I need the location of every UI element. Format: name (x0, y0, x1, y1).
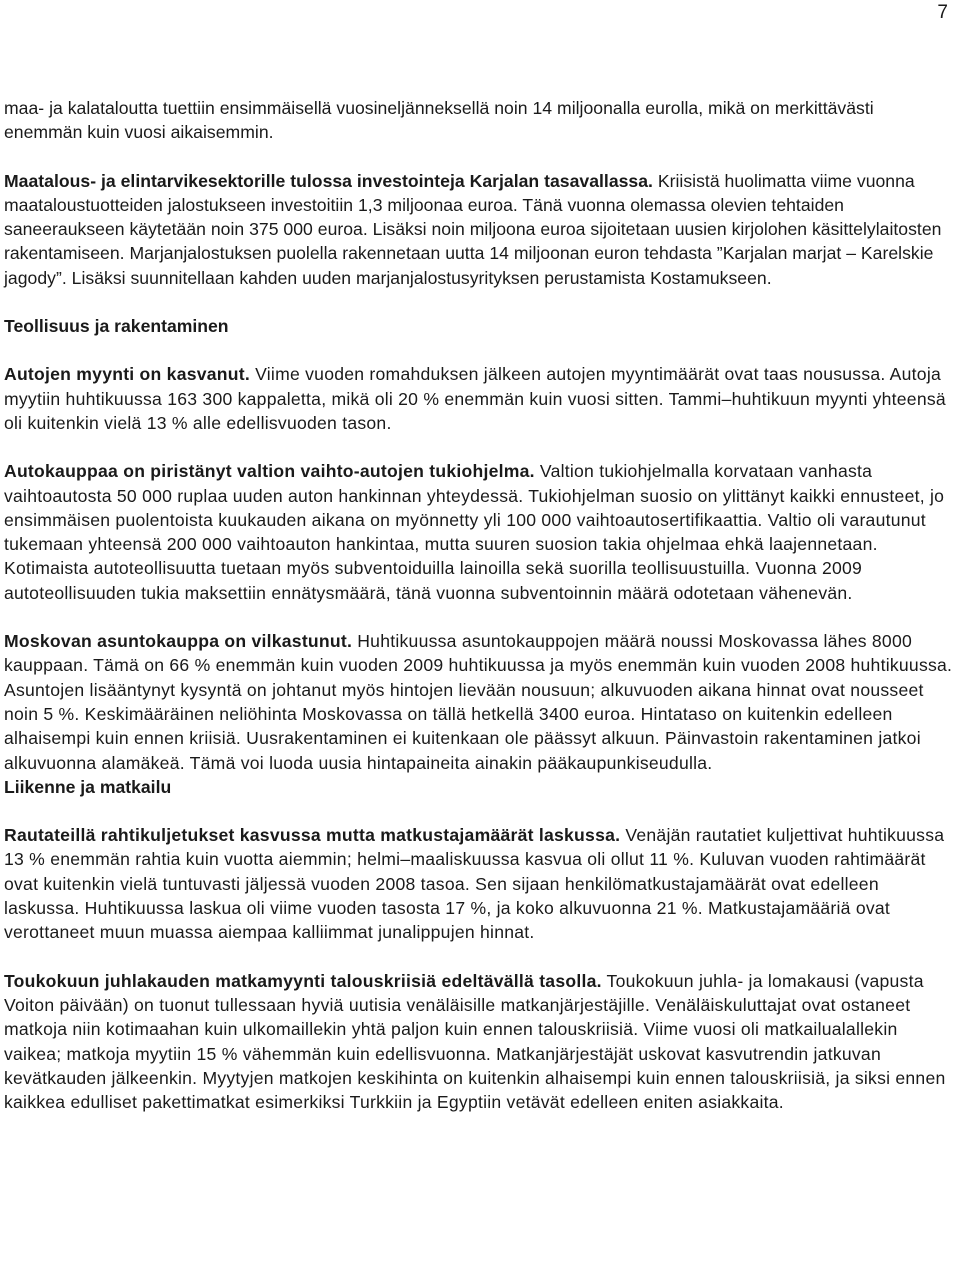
car-trade-lead: Autokauppaa on piristänyt valtion vaihto-autojen tukiohjelma. (4, 461, 535, 482)
car-trade-body: Valtion tukiohjelmalla korvataan vanhasta vaihtoautosta 50 000 ruplaa uuden auton hankinnan yhteydessä. Tukiohjelman suosio on ylittänyt kaikki ennusteet, jo ensimmäisen puolentoista kuukauden aikana on myönnetty yli 100 000 vaihtoautosertifikaattia. Valtio oli varautunut tukemaan yhteensä 200 000 vaihtoauton hankintaa, mutta suuren suosion takia ohjelmaa ehkä laajennetaan. Kotimaista autoteollisuutta tuetaan myös subventoiduilla lainoilla sekä suorilla teollisuustuilla. Vuonna 2009 autoteollisuuden tukia maksettiin ennätysmäärä, tänä vuonna subventoinnin määrä odotetaan vähenevän. (4, 461, 945, 603)
housing-lead: Moskovan asuntokauppa on vilkastunut. (4, 631, 353, 652)
agriculture-lead: Maatalous- ja elintarvikesektorille tulossa investointeja Karjalan tasavallassa. (4, 170, 653, 191)
section-heading-industry: Teollisuus ja rakentaminen (4, 316, 229, 337)
travel-body: Toukokuun juhla- ja lomakausi (vapusta Voiton päivään) on tuonut tullessaan hyviä uutisia venäläisille matkanjärjestäjille. Venäläiskuluttajat ovat ostaneet matkoja niin kotimaahan kuin ulkomaillekin yhtä paljon kuin ennen talouskriisiä. Viime vuosi oli matkailualallekin vaikea; matkoja myytiin 15 % vähemmän kuin edellisvuonna. Matkanjärjestäjät uskovat kasvutrendin jatkuvan kevätkauden jälkeenkin. Myytyjen matkojen keskihinta on kuitenkin alhaisempi kuin ennen talouskriisiä, ja siksi ennen kaikkea edulliset pakettimatkat esimerkiksi Turkkiin ja Egyptiin vetävät edelleen eniten asiakkaita. (4, 970, 946, 1113)
housing-body: Huhtikuussa asuntokauppojen määrä noussi Moskovassa lähes 8000 kauppaan. Tämä on 66 % enemmän kuin vuoden 2009 huhtikuussa ja myös enemmän kuin vuoden 2008 huhtikuussa. Asuntojen lisääntynyt kysyntä on johtanut myös hintojen lievään nousuun; alkuvuoden aikana hinnat ovat nousseet noin 5 %. Keskimääräinen neliöhinta Moskovassa on tällä hetkellä 3400 euroa. Hintataso on kuitenkin edelleen alhaisempi kuin ennen kriisiä. Uusrakentaminen ei kuitenkaan ole päässyt alkuun. Päinvastoin rakentaminen jatkoi alkuvuonna alamäkeä. Tämä voi luoda uusia hintapaineita ainakin pääkaupunkiseudulla. (4, 631, 953, 773)
cars-paragraph (4, 362, 956, 435)
rail-body: Venäjän rautatiet kuljettivat huhtikuussa 13 % enemmän rahtia kuin vuotta aiemmin; helmi–maaliskuussa kasvua oli ollut 11 %. Kuluvan vuoden rahtimäärät ovat kuitenkin vielä tuntuvasti jäljessä vuoden 2008 tasoa. Sen sijaan henkilömatkustajamäärät ovat edelleen laskussa. Huhtikuussa laskua oli viime vuoden tasosta 17 %, ja koko alkuvuonna 21 %. Matkustajamääriä ovat verottaneet muun muassa aiempaa kalliimmat junalippujen hinnat. (4, 825, 945, 943)
housing-paragraph (4, 629, 956, 775)
rail-paragraph (4, 823, 956, 944)
travel-lead: Toukokuun juhlakauden matkamyynti talouskriisiä edeltävällä tasolla. (4, 970, 602, 991)
agriculture-body: Kriisistä huolimatta viime vuonna maataloustuotteiden jalostukseen investoitiin 1,3 miljoonaa euroa. Tänä vuonna olemassa olevien tehtaiden saneeraukseen käytetään noin 375 000 euroa. Lisäksi noin miljoona euroa sijoitetaan uusien kirjolohen käsittelylaitosten rakentamiseen. Marjanjalostuksen puolella rakennetaan uutta 14 miljoonan euron tehdasta ”Karjalan marjat – Karelskie jagody”. Lisäksi suunnitellaan kahden uuden marjanjalostusyrityksen perustamista Kostamukseen. (4, 170, 942, 288)
travel-paragraph (4, 969, 956, 1115)
page-number: 7 (937, 2, 948, 23)
cars-lead: Autojen myynti on kasvanut. (4, 364, 250, 385)
intro-paragraph: maa- ja kalatalouttа tuettiin ensimmäisellä vuosineljänneksellä noin 14 miljoonalla eurolla, mikä on merkittävästi enemmän kuin vuosi aikaisemmin. (4, 98, 874, 143)
page-content (4, 96, 956, 1114)
car-trade-paragraph (4, 459, 956, 605)
cars-body: Viime vuoden romahduksen jälkeen autojen myyntimäärät ovat taas nousussa. Autoja myytiin huhtikuussa 163 300 kappaletta, mikä oli 20 % enemmän kuin vuosi sitten. Tammi–huhtikuun myynti yhteensä oli kuitenkin vielä 13 % alle edellisvuoden tason. (4, 364, 946, 433)
agriculture-paragraph (4, 169, 956, 290)
section-heading-traffic: Liikenne ja matkailu (4, 776, 172, 797)
rail-lead: Rautateillä rahtikuljetukset kasvussa mutta matkustajamäärät laskussa. (4, 825, 621, 846)
